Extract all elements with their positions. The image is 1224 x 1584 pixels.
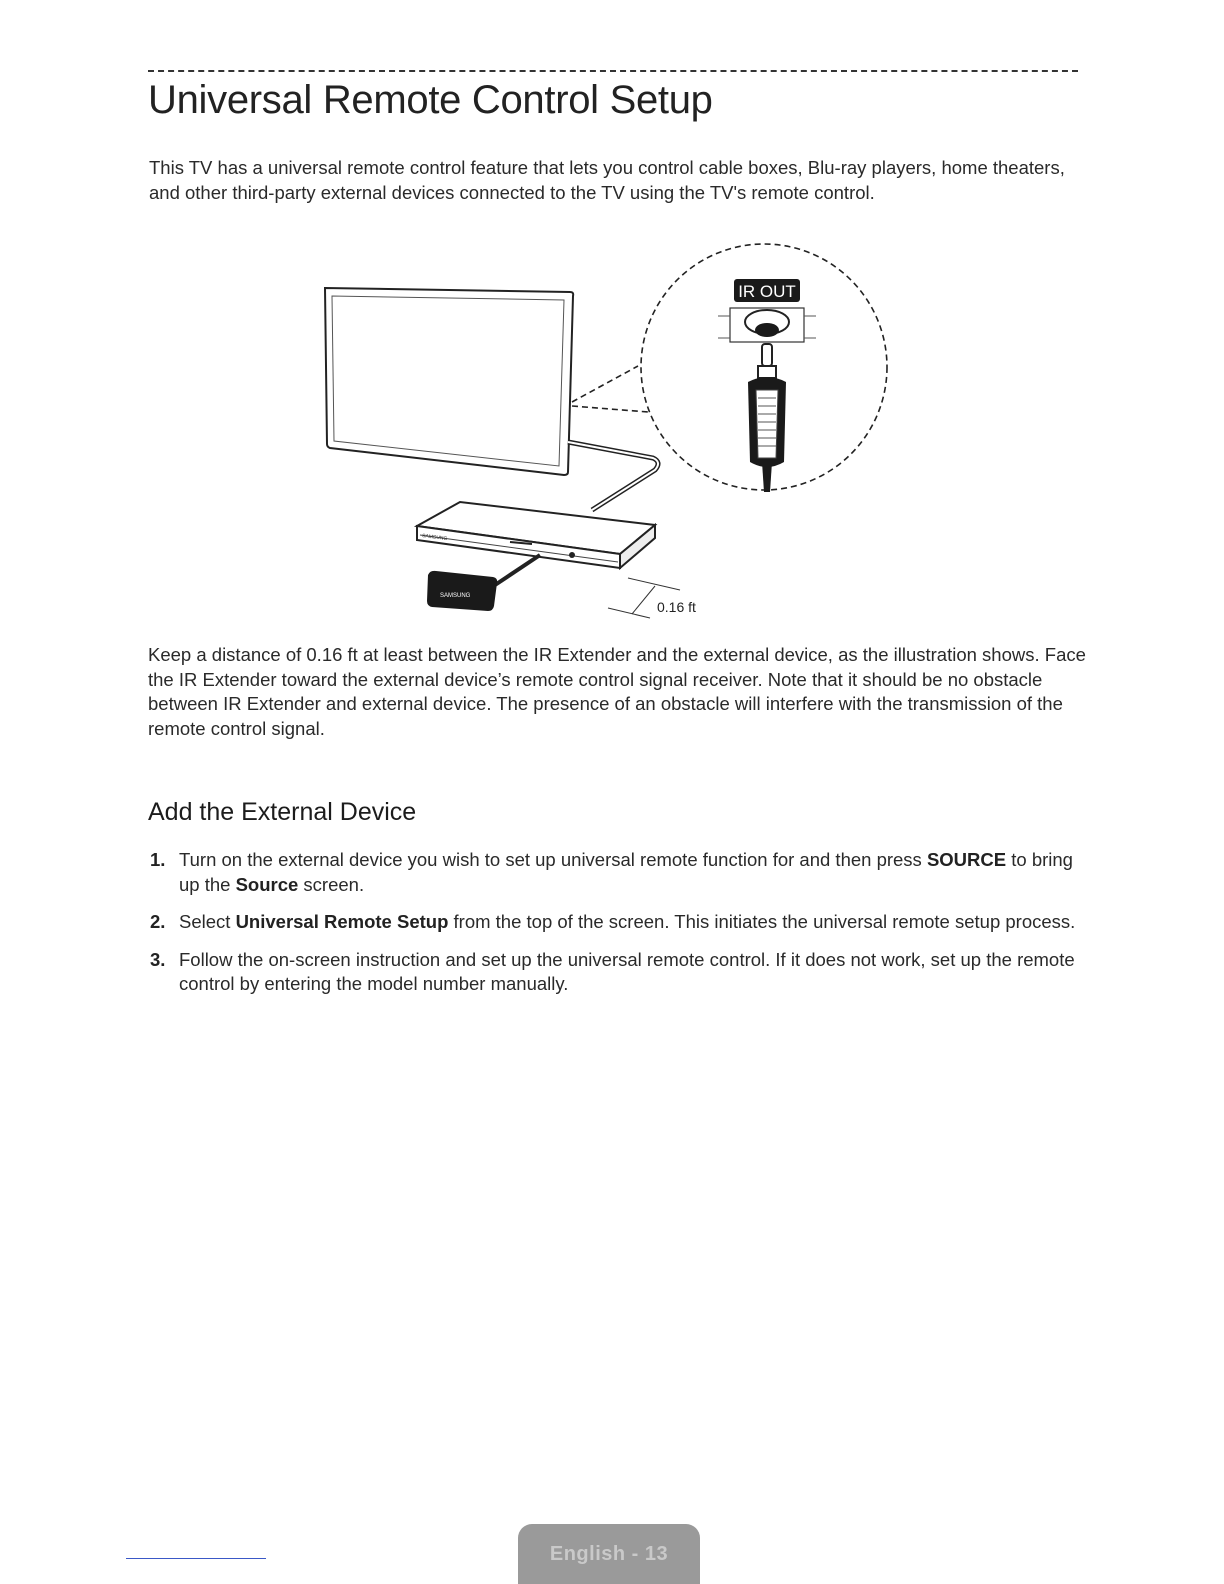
ir-out-badge <box>734 279 800 302</box>
section-heading: Add the External Device <box>148 798 417 826</box>
box-brand: SAMSUNG <box>421 533 448 543</box>
page-number-tab: English - 13 <box>518 1524 700 1584</box>
steps-list <box>148 848 1078 1010</box>
step-number: 1. <box>150 849 166 870</box>
intro-paragraph: This TV has a universal remote control feature that lets you control cable boxes, Blu-ray players, home theaters, and other third-party external devices connected to the TV using the TV's remote control. <box>149 157 1065 203</box>
distance-label: 0.16 ft <box>657 599 696 615</box>
source-button-name: SOURCE <box>926 849 1007 870</box>
tv-icon <box>325 288 573 475</box>
footer-line <box>126 1558 266 1559</box>
list-item: 1. Turn on the external device you wish to set up universal remote function for and then press SOURCE to bring up the Source screen. <box>150 849 1073 895</box>
distance-paragraph: Keep a distance of 0.16 ft at least between the IR Extender and the external device, as the illustration shows. Face the IR Extender toward the external device’s remote control signal receiver. Note that it should be no obstacle between IR Extender and external device. The presence of an obstacle will interfere with the transmission of the remote control signal. <box>148 644 1086 739</box>
ir-out-jack-icon <box>718 308 816 342</box>
ir-extender-illustration <box>310 240 900 630</box>
distance-marker <box>608 578 696 618</box>
top-dashed-rule <box>148 70 1078 72</box>
universal-remote-setup-name: Universal Remote Setup <box>235 911 449 932</box>
list-item: 3. Follow the on-screen instruction and set up the universal remote control. If it does not work, set up the remote control by entering the model number manually. <box>150 948 1075 994</box>
ir-extender-icon <box>427 571 497 611</box>
ir-plug-icon <box>748 344 786 492</box>
extender-brand: SAMSUNG <box>440 593 471 599</box>
list-item: 2. Select Universal Remote Setup from the top of the screen. This initiates the universal remote setup process. <box>148 910 1078 935</box>
ir-out-label: IR OUT <box>738 282 796 301</box>
illustration-svg <box>310 240 900 630</box>
step-number: 3. <box>150 948 166 970</box>
source-screen-name: Source <box>235 873 299 895</box>
step-number: 2. <box>150 911 166 932</box>
page-title: Universal Remote Control Setup <box>148 78 713 122</box>
